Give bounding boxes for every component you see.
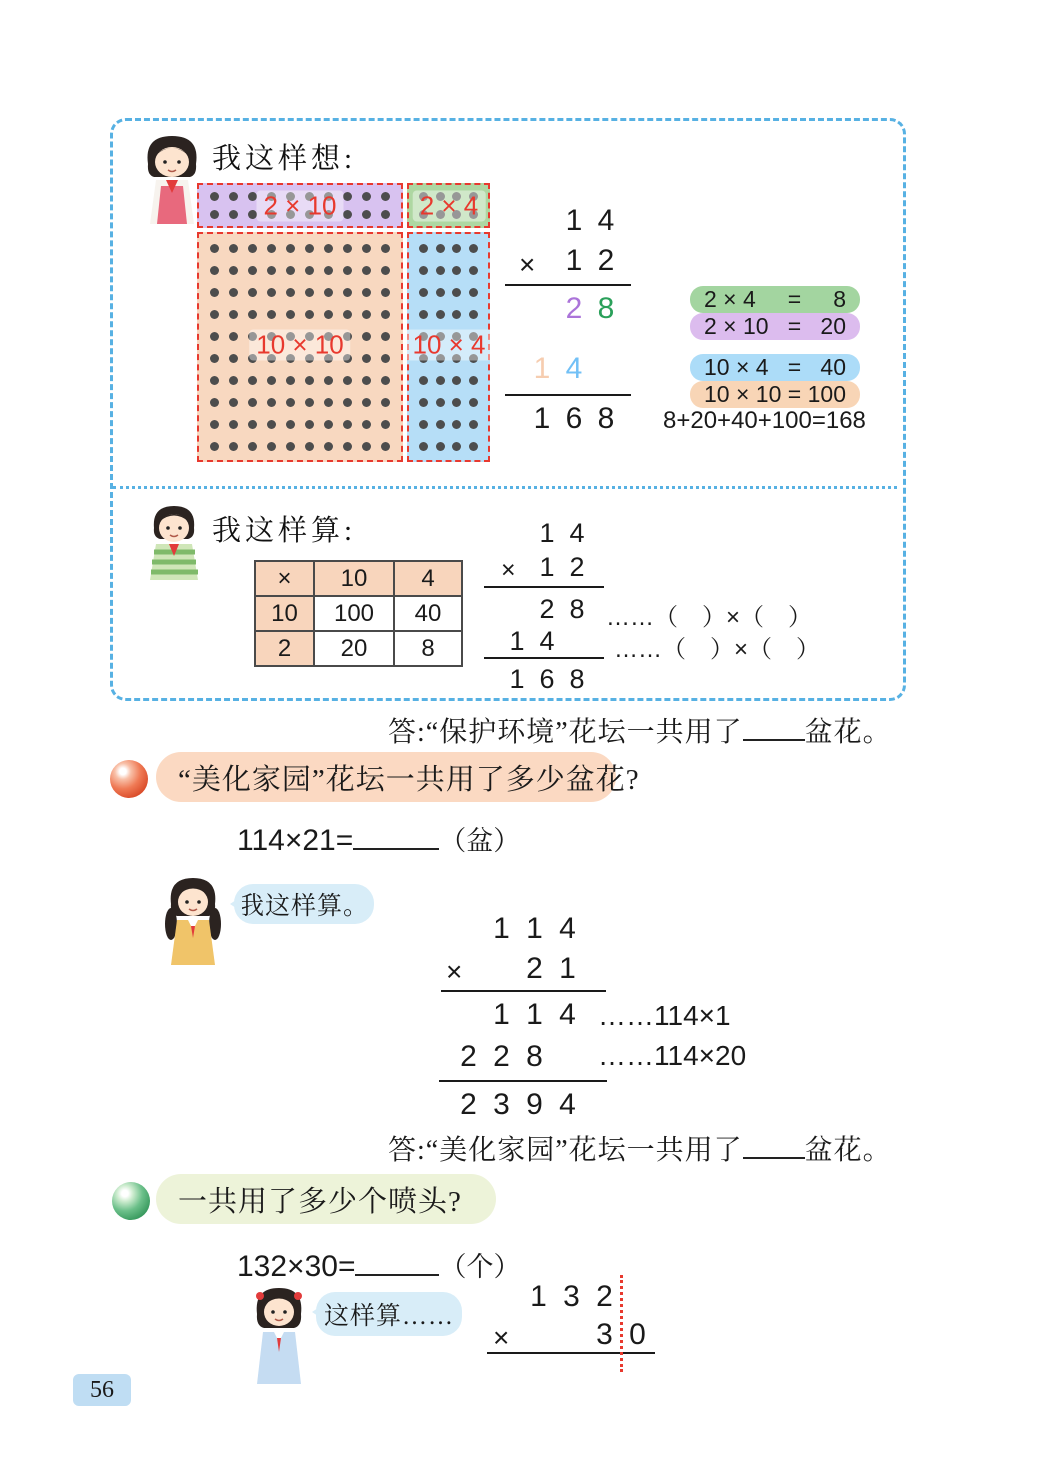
dot (362, 354, 371, 363)
dot (229, 288, 238, 297)
dot (267, 266, 276, 275)
red-sphere-icon (110, 760, 148, 798)
dot (324, 398, 333, 407)
dot (381, 192, 390, 201)
dot (305, 310, 314, 319)
digit-cell (621, 1280, 654, 1314)
dot (286, 376, 295, 385)
digit-cell: 0 (629, 1318, 646, 1351)
dot (362, 192, 371, 201)
digit-cell: 1 (509, 626, 525, 656)
speech-bubble-1 (234, 884, 374, 924)
dot (210, 354, 219, 363)
equation1-unit: （盆） (439, 826, 521, 856)
dot (381, 244, 390, 253)
dot (267, 442, 276, 451)
digit-cell: 2 (460, 1040, 477, 1073)
question1-pill (156, 752, 640, 802)
dot (229, 354, 238, 363)
digit-cell: 2 (526, 952, 543, 985)
dot (362, 442, 371, 451)
dot (343, 288, 352, 297)
digit-cell (551, 1040, 584, 1074)
multC-line2 (439, 1080, 607, 1082)
dot (267, 288, 276, 297)
digit-cell: 3 (493, 1088, 510, 1121)
dot (324, 244, 333, 253)
dot (305, 442, 314, 451)
digit-cell: 2 (460, 1088, 477, 1121)
equation2-expression: 132×30= (237, 1250, 356, 1283)
dot (469, 376, 478, 385)
digit-cell: 1 (530, 1280, 547, 1313)
pill-label: 2 × 10 (704, 313, 769, 339)
multA-row-14b (500, 352, 622, 386)
think-label: 我这样想: (212, 143, 357, 175)
multB-row-12 (470, 552, 592, 583)
table-cell: 2 (255, 631, 314, 666)
digit-cell: 8 (526, 1040, 543, 1073)
dot (229, 420, 238, 429)
table-cell: 4 (394, 561, 462, 596)
dot (210, 332, 219, 341)
dot (210, 192, 219, 201)
digit-cell: 1 (565, 244, 583, 277)
dot (210, 376, 219, 385)
digit-cell: 1 (526, 998, 543, 1031)
dot (286, 420, 295, 429)
multD-row-30 (489, 1318, 654, 1352)
multA-times-sign: × (519, 249, 536, 280)
dot (343, 210, 352, 219)
dot (436, 244, 445, 253)
dot (286, 442, 295, 451)
dot (381, 310, 390, 319)
partial-product-table (254, 560, 463, 667)
region-label-10x10: 10 × 10 (249, 330, 350, 361)
dot (248, 310, 257, 319)
dot (248, 244, 257, 253)
digit-cell: 4 (569, 518, 585, 548)
digit-cell: 3 (563, 1280, 580, 1313)
multB-row-14 (470, 518, 592, 549)
dot (436, 376, 445, 385)
multA-line2 (505, 394, 631, 396)
digit-cell: 4 (559, 998, 576, 1031)
equation2-unit: （个） (439, 1252, 521, 1282)
dot (343, 376, 352, 385)
red-dotted-separator (620, 1275, 623, 1372)
dot (436, 288, 445, 297)
dot (362, 310, 371, 319)
dot (362, 266, 371, 275)
multC-row-114 (444, 912, 584, 946)
page-number: 56 (90, 1376, 114, 1403)
dot (452, 398, 461, 407)
dot (210, 266, 219, 275)
dot (210, 310, 219, 319)
pill-2x10 (690, 313, 860, 340)
digit-cell: 8 (569, 594, 585, 624)
digit-cell: 2 (565, 292, 583, 325)
dot (305, 420, 314, 429)
pill-label: 10 × 10 (704, 381, 782, 407)
question2-text: 一共用了多少个喷头? (178, 1185, 462, 1218)
answer-line-2 (388, 1128, 892, 1168)
region-label-10x4: 10 × 4 (405, 330, 492, 361)
dot (305, 266, 314, 275)
dot (343, 420, 352, 429)
dot (452, 288, 461, 297)
digit-cell: 3 (596, 1318, 613, 1351)
dot (469, 244, 478, 253)
dot (324, 288, 333, 297)
pill-equals: = (787, 354, 802, 380)
dot (381, 442, 390, 451)
digit-cell: 1 (533, 352, 551, 385)
pill-equals: = (787, 313, 802, 339)
digit-cell: 1 (509, 664, 525, 694)
digit-cell: 2 (597, 244, 615, 277)
dot (229, 192, 238, 201)
dot (452, 244, 461, 253)
multB-note1: ……（ ）×（ ） (606, 604, 813, 631)
dot (305, 376, 314, 385)
multC-note2: ……114×20 (598, 1040, 747, 1071)
dot (469, 398, 478, 407)
dot (210, 288, 219, 297)
dot (362, 376, 371, 385)
dot (229, 442, 238, 451)
dot (210, 442, 219, 451)
dot (229, 332, 238, 341)
dot (248, 266, 257, 275)
digit-cell: 2 (493, 1040, 510, 1073)
table-cell: × (255, 561, 314, 596)
dot (469, 420, 478, 429)
answer2-prefix: 答:“美化家园”花坛一共用了 (388, 1135, 743, 1166)
dot (419, 420, 428, 429)
digit-cell: 9 (526, 1088, 543, 1121)
table-cell: 40 (394, 596, 462, 631)
dot (419, 442, 428, 451)
dot (362, 398, 371, 407)
equation1-expression: 114×21= (237, 824, 354, 857)
multD-times-sign: × (493, 1322, 510, 1353)
pill-value: 8 (833, 286, 846, 312)
question1-text: “美化家园”花坛一共用了多少盆花? (178, 763, 640, 796)
dot (381, 354, 390, 363)
dot (381, 376, 390, 385)
equation1-blank[interactable] (353, 818, 439, 850)
dot (229, 244, 238, 253)
digit-cell: 1 (539, 552, 555, 582)
pill-10x4 (690, 354, 860, 381)
multD-line (487, 1352, 655, 1354)
dot (343, 398, 352, 407)
question2-pill (156, 1174, 496, 1224)
calc-label: 我这样算: (212, 515, 357, 547)
digit-cell: 1 (493, 912, 510, 945)
answer1-suffix: 盆花。 (804, 717, 892, 748)
dot (362, 210, 371, 219)
answer-line-1 (388, 710, 892, 750)
dot (286, 266, 295, 275)
dot (210, 210, 219, 219)
dot (343, 266, 352, 275)
dot (469, 310, 478, 319)
dot (229, 310, 238, 319)
multA-row-168 (500, 402, 622, 436)
dot (324, 310, 333, 319)
dot (381, 332, 390, 341)
answer1-prefix: 答:“保护环境”花坛一共用了 (388, 717, 743, 748)
digit-cell: 1 (539, 518, 555, 548)
multA-line1 (505, 284, 631, 286)
dot (229, 266, 238, 275)
equation2-blank[interactable] (355, 1244, 439, 1276)
dot (436, 266, 445, 275)
dot (267, 398, 276, 407)
dot (305, 288, 314, 297)
dot (248, 288, 257, 297)
dot (248, 398, 257, 407)
dot (362, 420, 371, 429)
dot (267, 310, 276, 319)
digit-cell: 6 (539, 664, 555, 694)
dot (324, 420, 333, 429)
digit-cell: 4 (559, 1088, 576, 1121)
table-cell: 10 (255, 596, 314, 631)
multD-row-132 (489, 1280, 654, 1314)
dot (381, 266, 390, 275)
speech-bubble1-text: 我这样算。 (238, 893, 369, 920)
digit-cell: 1 (565, 204, 583, 237)
green-sphere-icon (112, 1182, 150, 1220)
multB-row-168 (470, 664, 592, 695)
table-cell: 100 (314, 596, 394, 631)
dot (229, 376, 238, 385)
dot (286, 310, 295, 319)
dot (381, 398, 390, 407)
dot (469, 442, 478, 451)
multA-row-14 (500, 204, 622, 238)
boy-avatar (138, 500, 210, 582)
dot (419, 288, 428, 297)
speech-bubble-2 (316, 1292, 462, 1336)
answer1-blank[interactable] (743, 711, 805, 741)
dot (343, 442, 352, 451)
region-label-2x4: 2 × 4 (413, 191, 486, 222)
pill-2x4 (690, 286, 860, 313)
dot (343, 244, 352, 253)
dot (324, 442, 333, 451)
dot (436, 442, 445, 451)
dot (362, 288, 371, 297)
dot (436, 420, 445, 429)
dot (305, 244, 314, 253)
table-cell: 20 (314, 631, 394, 666)
dot (452, 310, 461, 319)
table-cell: 8 (394, 631, 462, 666)
dot (286, 288, 295, 297)
dot (381, 210, 390, 219)
dot (267, 420, 276, 429)
digit-cell: 6 (565, 402, 583, 435)
digit-cell: 1 (533, 402, 551, 435)
digit-cell (562, 626, 592, 657)
multC-note1: ……114×1 (598, 1000, 731, 1031)
digit-cell: 4 (597, 204, 615, 237)
dot (419, 398, 428, 407)
equation-2 (237, 1244, 520, 1284)
digit-cell: 2 (569, 552, 585, 582)
dot (229, 398, 238, 407)
dot (210, 398, 219, 407)
multC-row-2394 (444, 1088, 584, 1122)
pill-value: 100 (807, 381, 846, 407)
multB-row-14b (470, 626, 592, 657)
pill-label: 2 × 4 (704, 286, 756, 312)
dot (343, 310, 352, 319)
answer2-suffix: 盆花。 (804, 1135, 892, 1166)
multB-row-28 (470, 594, 592, 625)
dot (248, 376, 257, 385)
pill-value: 40 (820, 354, 846, 380)
speech-bubble2-text: 这样算…… (323, 1303, 454, 1330)
multC-row-228 (411, 1040, 584, 1074)
pill-equals: = (787, 286, 802, 312)
digit-cell: 8 (569, 664, 585, 694)
dot (436, 398, 445, 407)
dot (452, 376, 461, 385)
dot (419, 244, 428, 253)
dot (381, 288, 390, 297)
digit-cell: 2 (539, 594, 555, 624)
multA-row-12 (500, 244, 622, 278)
digit-cell: 8 (597, 402, 615, 435)
equation-1 (237, 818, 520, 858)
dot (286, 398, 295, 407)
answer2-blank[interactable] (743, 1129, 805, 1159)
digit-cell: 1 (559, 952, 576, 985)
page-number-badge (73, 1374, 131, 1406)
dot (343, 192, 352, 201)
dot (452, 266, 461, 275)
panel-divider (113, 486, 897, 489)
dot (381, 420, 390, 429)
table-cell: 10 (314, 561, 394, 596)
region-label-2x10: 2 × 10 (256, 191, 343, 222)
multC-times-sign: × (446, 956, 463, 987)
pill-equals: = (787, 381, 802, 407)
dot (324, 266, 333, 275)
digit-cell: 2 (596, 1280, 613, 1313)
girl-blue-avatar (246, 1282, 312, 1386)
dot (267, 244, 276, 253)
digit-cell: 4 (539, 626, 555, 656)
multB-note2: ……（ ）×（ ） (614, 636, 821, 663)
digit-cell: 1 (493, 998, 510, 1031)
multB-line1 (484, 586, 604, 588)
dot (248, 420, 257, 429)
sum-equation: 8+20+40+100=168 (663, 407, 866, 434)
dot (210, 244, 219, 253)
digit-cell: 8 (597, 292, 615, 325)
dot (469, 266, 478, 275)
multC-row-21 (444, 952, 584, 986)
dot (248, 442, 257, 451)
digit-cell (590, 352, 622, 386)
dot (210, 420, 219, 429)
multC-line1 (441, 990, 606, 992)
dot (469, 288, 478, 297)
dot (362, 244, 371, 253)
dot (452, 420, 461, 429)
multA-row-28 (500, 292, 622, 326)
dot (362, 332, 371, 341)
dot (229, 210, 238, 219)
pill-value: 20 (820, 313, 846, 339)
pill-label: 10 × 4 (704, 354, 769, 380)
dot (419, 376, 428, 385)
multB-times-sign: × (501, 556, 516, 584)
dot (452, 442, 461, 451)
dot (267, 376, 276, 385)
dot (305, 398, 314, 407)
dot (324, 376, 333, 385)
multC-row-114b (444, 998, 584, 1032)
dot (286, 244, 295, 253)
digit-cell: 4 (559, 912, 576, 945)
digit-cell: 4 (565, 352, 583, 385)
pill-10x10 (690, 381, 860, 408)
digit-cell: 1 (526, 912, 543, 945)
multB-line2 (484, 657, 604, 659)
dot (436, 310, 445, 319)
dot (419, 266, 428, 275)
girl-braids-avatar (158, 872, 228, 967)
dot (419, 310, 428, 319)
